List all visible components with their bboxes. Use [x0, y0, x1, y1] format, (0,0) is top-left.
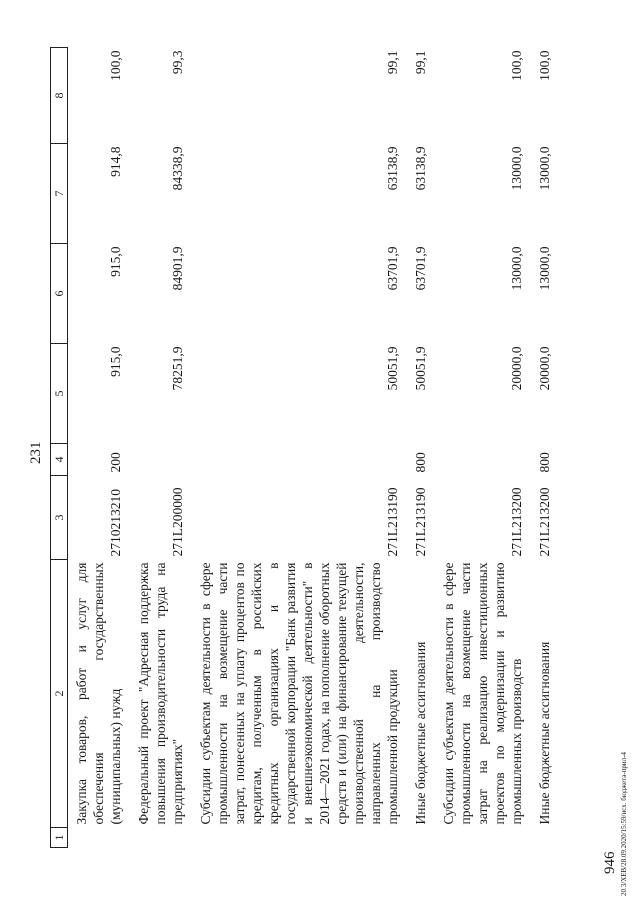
column-header: 6: [51, 244, 68, 344]
row-value-5: 50051,9: [413, 346, 428, 391]
table-row: [435, 48, 531, 848]
page-number: 946: [602, 851, 618, 874]
page-number-center: 231: [28, 441, 44, 464]
row-value-5: 20000,0: [509, 346, 524, 391]
row-value-6: 13000,0: [509, 246, 524, 291]
row-code: 2710213210: [108, 489, 123, 557]
row-value-8: 99,1: [413, 50, 428, 75]
row-vr: 800: [537, 452, 552, 473]
row-value-6: 84901,9: [170, 246, 185, 291]
row-value-7: 63138,9: [413, 146, 428, 191]
table-row: [68, 48, 131, 848]
column-header: 8: [51, 48, 68, 144]
column-header: 7: [51, 144, 68, 244]
column-header: 5: [51, 344, 68, 444]
row-vr: 800: [413, 452, 428, 473]
row-value-8: 99,3: [170, 50, 185, 75]
row-name: Федеральный проект "Адресная поддержка повышения производительности труда на предприятиях": [136, 562, 185, 825]
row-code: 271L213200: [537, 487, 552, 557]
table-row: [531, 48, 559, 848]
row-value-5: 915,0: [108, 346, 123, 377]
row-code: 271L200000: [170, 487, 185, 557]
column-header: 2: [51, 560, 68, 828]
row-value-5: 78251,9: [170, 346, 185, 391]
row-name: Субсидии субъектам деятельности в сфере промышленности на возмещение части затрат на реализацию инвестиционных проектов по модернизации и развитию промышленных производств: [441, 562, 524, 825]
row-value-7: 84338,9: [170, 146, 185, 191]
row-vr: [435, 444, 531, 476]
table-row: [192, 48, 407, 848]
column-header: 4: [51, 444, 68, 476]
row-vr: [192, 444, 407, 476]
row-value-7: 63138,9: [385, 146, 400, 191]
row-code: 271L213190: [413, 487, 428, 557]
table-row: [130, 48, 192, 848]
document-stamp: 20.3/XEB/28.09.2020/15:59/исх. бюджета-прил-4: [620, 752, 628, 896]
row-value-8: 99,1: [385, 50, 400, 75]
row-value-6: 63701,9: [413, 246, 428, 291]
row-value-7: 914,8: [108, 146, 123, 177]
row-vr: [130, 444, 192, 476]
table-row: [407, 48, 435, 848]
row-value-6: 13000,0: [537, 246, 552, 291]
row-value-8: 100,0: [509, 50, 524, 81]
budget-table: [50, 47, 559, 848]
row-value-6: 63701,9: [385, 246, 400, 291]
row-code: 271L213190: [385, 487, 400, 557]
row-name: Закупка товаров, работ и услуг для обеспечения государственных (муниципальных) нужд: [74, 562, 123, 825]
row-value-8: 100,0: [537, 50, 552, 81]
row-value-6: 915,0: [108, 246, 123, 277]
row-value-7: 13000,0: [509, 146, 524, 191]
row-value-5: 20000,0: [537, 346, 552, 391]
row-value-8: 100,0: [108, 50, 123, 81]
row-name: Иные бюджетные ассигнования: [537, 641, 552, 825]
row-name: Субсидии субъектам деятельности в сфере промышленности на возмещение части затрат, понесенных на уплату процентов по кредитам, полученным в российских кредитных организациях и в государственной корпорации "Банк развития и внешнеэкономической деятельности" в 2014—2021 годах, на пополнение оборотных средств и (или) на финансирование текущей производственной деятельности, направленных на производство промышленной продукции: [198, 562, 400, 825]
row-name: Иные бюджетные ассигнования: [413, 641, 428, 825]
row-value-5: 50051,9: [385, 346, 400, 391]
row-value-7: 13000,0: [537, 146, 552, 191]
row-code: 271L213200: [509, 487, 524, 557]
column-header: 1: [51, 828, 68, 848]
table-header-row: [51, 48, 68, 848]
column-header: 3: [51, 476, 68, 560]
row-vr: 200: [108, 452, 123, 473]
